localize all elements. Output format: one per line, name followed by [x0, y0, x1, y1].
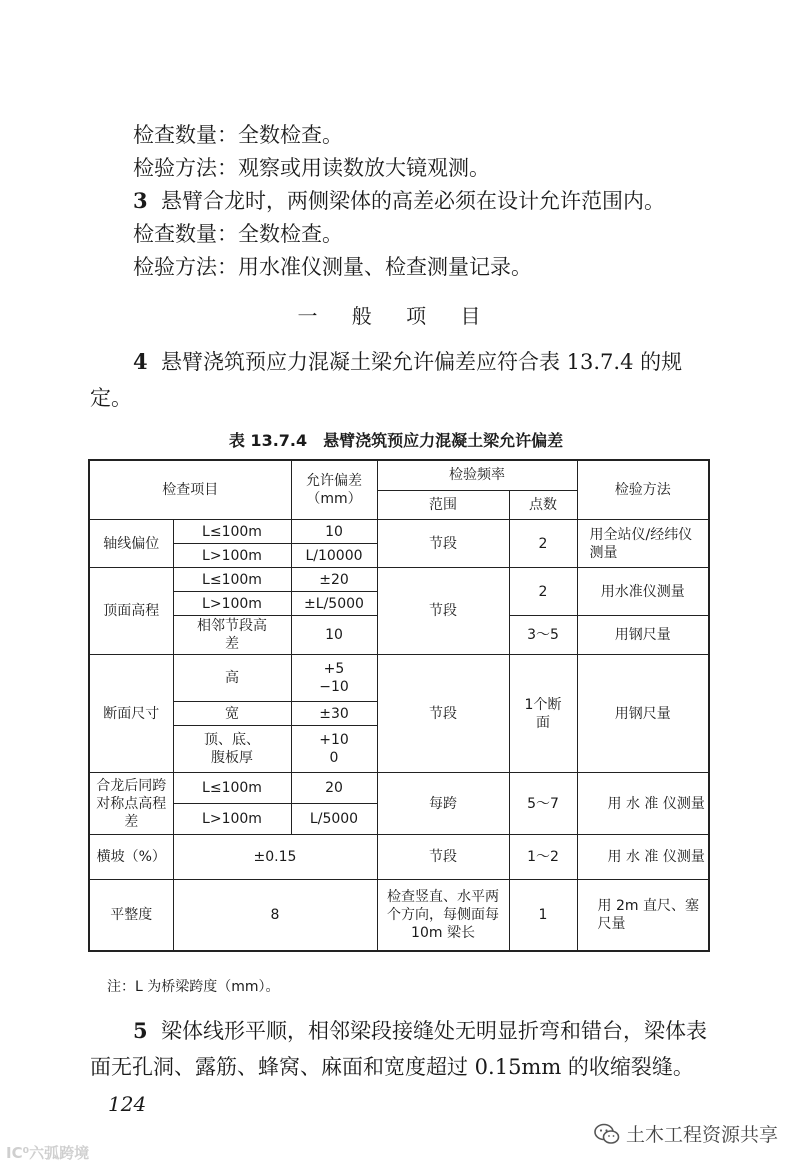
axis-cond-2: L>100m — [173, 544, 291, 568]
table-row — [89, 835, 709, 880]
axis-name: 轴线偏位 — [89, 520, 173, 568]
clause-4-number: 4 — [133, 349, 148, 374]
top-elev-name: 顶面高程 — [89, 568, 173, 655]
header-tolerance-unit: （mm） — [306, 491, 362, 507]
table-header-row — [89, 460, 709, 490]
top-elev-val-1: ±20 — [291, 568, 377, 592]
clause-5-number: 5 — [133, 1018, 148, 1043]
section-height-val — [291, 655, 377, 702]
header-tolerance — [291, 460, 377, 520]
section-width-label: 宽 — [173, 702, 291, 726]
table-note: 注：L 为桥梁跨度（mm）。 — [107, 979, 280, 995]
table-row — [89, 773, 709, 804]
section-size-points: 1个断面 — [509, 655, 577, 773]
closure-cond-1: L≤100m — [173, 773, 291, 804]
axis-method: 用全站仪/经纬仪测量 — [577, 520, 709, 568]
section-title: 一 般 项 目 — [297, 304, 495, 328]
clause-5-text: 梁体线形平顺，相邻梁段接缝处无明显折弯和错台，梁体表面无孔洞、露筋、蜂窝、麻面和宽度超过 0.15mm 的收缩裂缝。 — [90, 1019, 707, 1079]
top-elev-cond-1: L≤100m — [173, 568, 291, 592]
cross-slope-method: 用 水 准 仪测量 — [577, 835, 709, 880]
top-elev-points-1: 2 — [509, 568, 577, 616]
header-method: 检验方法 — [577, 460, 709, 520]
tolerance-table — [88, 459, 710, 952]
flatness-name: 平整度 — [89, 880, 173, 952]
section-thickness-val — [291, 726, 377, 773]
table-caption: 表 13.7.4 悬臂浇筑预应力混凝土梁允许偏差 — [228, 431, 564, 450]
axis-val-2: L/10000 — [291, 544, 377, 568]
flatness-points: 1 — [509, 880, 577, 952]
section-thickness-val-upper: +10 — [319, 732, 349, 748]
watermark-right-text: 土木工程资源共享 — [626, 1124, 779, 1146]
section-thickness-label: 顶、底、腹板厚 — [173, 726, 291, 773]
header-range: 范围 — [377, 490, 509, 519]
table-row — [89, 655, 709, 702]
flatness-range: 检查竖直、水平两个方向，每侧面每 10m 梁长 — [377, 880, 509, 952]
cross-slope-val: ±0.15 — [173, 835, 377, 880]
top-elev-method-1: 用水准仪测量 — [577, 568, 709, 616]
axis-cond-1: L≤100m — [173, 520, 291, 544]
clause-3 — [133, 186, 665, 216]
section-height-label: 高 — [173, 655, 291, 702]
closure-method: 用 水 准 仪测量 — [577, 773, 709, 835]
section-height-val-upper: +5 — [323, 661, 345, 677]
closure-cond-2: L>100m — [173, 804, 291, 835]
cross-slope-name: 横坡（%） — [89, 835, 173, 880]
section-size-method: 用钢尺量 — [577, 655, 709, 773]
top-elev-range: 节段 — [377, 568, 509, 655]
clause-3-text: 悬臂合龙时，两侧梁体的高差必须在设计允许范围内。 — [160, 189, 665, 213]
section-width-val: ±30 — [291, 702, 377, 726]
inspection-method-line-2: 检验方法：用水准仪测量、检查测量记录。 — [133, 255, 532, 279]
cross-slope-range: 节段 — [377, 835, 509, 880]
header-frequency: 检验频率 — [377, 460, 577, 490]
clause-5 — [90, 1013, 710, 1085]
top-elev-cond-3: 相邻节段高差 — [173, 616, 291, 655]
top-elev-method-2: 用钢尺量 — [577, 616, 709, 655]
section-thickness-val-lower: 0 — [329, 750, 339, 766]
section-height-val-lower: −10 — [319, 679, 349, 695]
clause-3-number: 3 — [133, 188, 148, 213]
section-size-name: 断面尺寸 — [89, 655, 173, 773]
section-size-range: 节段 — [377, 655, 509, 773]
watermark-right — [594, 1120, 778, 1147]
axis-range: 节段 — [377, 520, 509, 568]
closure-range: 每跨 — [377, 773, 509, 835]
clause-4-text: 悬臂浇筑预应力混凝土梁允许偏差应符合表 13.7.4 的规定。 — [90, 350, 683, 410]
closure-points: 5～7 — [509, 773, 577, 835]
top-elev-cond-2: L>100m — [173, 592, 291, 616]
inspection-method-line-1: 检验方法：观察或用读数放大镜观测。 — [133, 156, 490, 180]
closure-val-1: 20 — [291, 773, 377, 804]
table-row — [89, 568, 709, 592]
page-number: 124 — [108, 1092, 147, 1116]
top-elev-points-2: 3～5 — [509, 616, 577, 655]
flatness-val: 8 — [173, 880, 377, 952]
inspection-quantity-line-2: 检查数量：全数检查。 — [133, 222, 343, 246]
top-elev-val-2: ±L/5000 — [291, 592, 377, 616]
flatness-method: 用 2m 直尺、塞尺量 — [577, 880, 709, 952]
clause-4 — [90, 344, 710, 416]
closure-name: 合龙后同跨对称点高程差 — [89, 773, 173, 835]
watermark-left: IC⁰六弧跨境 — [6, 1144, 90, 1162]
axis-val-1: 10 — [291, 520, 377, 544]
wechat-icon — [594, 1123, 620, 1145]
header-item: 检查项目 — [89, 460, 291, 520]
table-row — [89, 880, 709, 952]
closure-val-2: L/5000 — [291, 804, 377, 835]
axis-points: 2 — [509, 520, 577, 568]
top-elev-val-3: 10 — [291, 616, 377, 655]
header-tolerance-label: 允许偏差 — [306, 473, 362, 489]
header-points: 点数 — [509, 490, 577, 519]
inspection-quantity-line-1: 检查数量：全数检查。 — [133, 123, 343, 147]
cross-slope-points: 1～2 — [509, 835, 577, 880]
table-row — [89, 520, 709, 544]
